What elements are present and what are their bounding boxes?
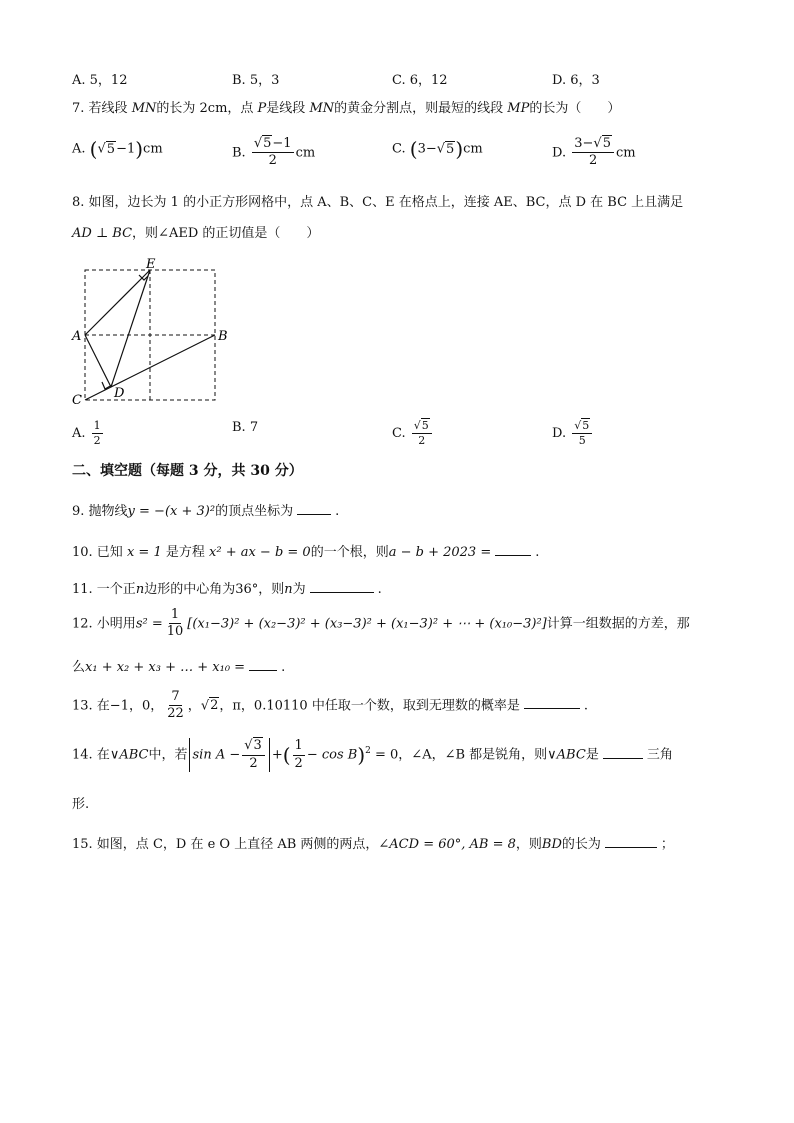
q7-option-d: D. $\frac{3-√5}{2}$ cm [552, 136, 636, 169]
q12-stem-line2: 么x₁ + x₂ + x₃ + … + x₁₀ = . [72, 660, 286, 675]
q15-stem: 15. 如图，点 C，D 在 e O 上直径 AB 两侧的两点，∠ACD = 60°, AB = 8，则BD的长为 ； [72, 837, 674, 852]
q6-option-a: A. 5，12 [72, 73, 128, 88]
q15-answer-blank[interactable] [605, 835, 657, 848]
q12-answer-blank[interactable] [249, 658, 277, 671]
point-label-c: C [72, 393, 82, 406]
point-label-d: D [114, 386, 125, 401]
q14-stem-line2: 形. [72, 797, 90, 812]
q11-stem: 11. 一个正n边形的中心角为36°，则n为 . [72, 582, 382, 597]
q8-grid-figure [68, 256, 238, 406]
q10-answer-blank[interactable] [495, 543, 531, 556]
arc-bd: BD [541, 837, 562, 852]
q8-stem-line2: AD ⊥ BC，则∠AED 的正切值是（ ） [72, 226, 320, 241]
q8-stem-line1: 8. 如图，边长为 1 的小正方形网格中，点 A、B、C、E 在格点上，连接 AE、BC，点 D 在 BC 上且满足 [72, 195, 684, 210]
point-label-b: B [218, 329, 228, 344]
q7-option-b: B. $\frac{√5-1}{2}$ cm [232, 136, 316, 169]
q14-stem-line1: 14. 在∨ABC中，若 sin A − $\frac{√3}{2}$ +( $\frac{1}{2}$ − cos B)$^2$ = 0，∠A，∠B 都是锐角，则∨ABC是 三角 [72, 738, 673, 771]
q9-answer-blank[interactable] [297, 502, 331, 515]
q10-stem: 10. 已知 x = 1 是方程 x² + ax − b = 0的一个根，则a − b + 2023 = . [72, 545, 540, 560]
q7-options [72, 137, 712, 169]
q8-options [72, 420, 712, 447]
q8-option-c: C. $\frac{√5}{2}$ [392, 420, 552, 447]
q12-stem-line1: 12. 小明用s² = $\frac{1}{10}$ [(x₁−3)² + (x₂−3)² + (x₃−3)² + (x₁−3)² + ⋯ + (x₁₀−3)²]计算一组数据的方差，那 [72, 607, 690, 640]
q6-option-b: B. 5，3 [232, 73, 280, 88]
q13-answer-blank[interactable] [524, 696, 580, 709]
section-heading: 二、填空题（每题 3 分，共 30 分） [72, 463, 303, 479]
q8-option-a: A. $\frac{1}{2}$ [72, 419, 101, 448]
q7-option-c: C. (3−√5)cm [392, 137, 483, 161]
q6-option-c: C. 6，12 [392, 73, 448, 88]
q11-answer-blank[interactable] [310, 580, 374, 593]
q8-option-b: B. 7 [232, 420, 259, 435]
grid-lines [85, 270, 215, 400]
q9-stem: 9. 抛物线y = −(x + 3)²的顶点坐标为 . [72, 504, 340, 519]
point-label-a: A [72, 329, 82, 344]
q13-stem: 13. 在−1，0， $\frac{7}{22}$ ，√2，π，0.10110 中任取一个数，取到无理数的概率是 . [72, 689, 588, 722]
point-label-e: E [146, 257, 156, 272]
q14-answer-blank[interactable] [603, 746, 643, 759]
q6-options [72, 69, 712, 88]
q8-option-d: D. $\frac{√5}{5}$ [552, 420, 712, 447]
q7-stem: 7. 若线段 MN的长为 2cm，点 P是线段 MN的黄金分割点，则最短的线段 MP的长为（ ） [72, 101, 621, 116]
q6-option-d: D. 6，3 [552, 73, 600, 88]
q7-option-a: A. (√5−1)cm [72, 137, 163, 161]
